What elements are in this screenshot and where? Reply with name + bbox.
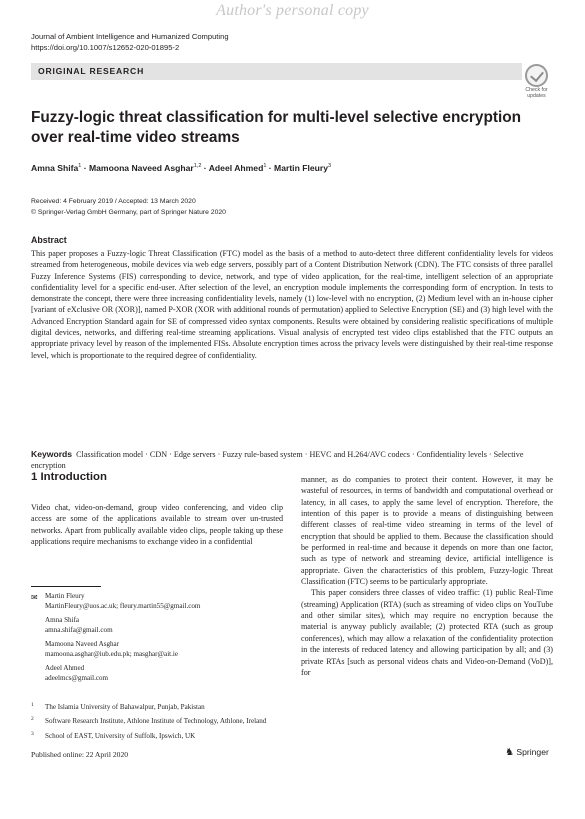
paragraph: This paper considers three classes of video traffic: (1) public Real-Time (streaming) Application (RTA) (such as streaming of video clips on YouTube and other similar sites), which may require no encryption because the material is anyway publicly available; (2) protected RTA (such as group conferences), which may allow a relaxation of the confidentiality protection in the interests of reduced latency and allowing participation by all; and (3) private RTAs [such as personal videos chats and Video-on-Demand (VoD)], for [301,588,553,677]
paper-title: Fuzzy-logic threat classification for multi-level selective encryption over real-time video streams [31,109,522,146]
checkmark-icon [525,64,548,87]
author-name: Mamoona Naveed Asghar [88,163,194,173]
publisher-name: Springer [516,747,549,757]
intro-left-text: Video chat, video-on-demand, group video conferencing, and video clip access are some of the applications available to stream over un-trusted networks. Apart from publically available video clips, people taking up these applications require mechanisms to exchange video in a confidential [31,503,283,547]
keywords-label: Keywords [31,449,73,459]
publisher-logo [505,747,549,758]
envelope-icon: ✉ [31,593,38,602]
keywords-list: Classification model · CDN · Edge servers · Fuzzy rule-based system · HEVC and H.264/AVC codecs · Confidentiality levels · Selective encryption [31,450,524,471]
author-name: Amna Shifa [31,163,79,173]
received-accepted: Received: 4 February 2019 / Accepted: 13 March 2020 [31,198,196,205]
author-contact: Mamoona Naveed Asghar mamoona.asghar@iub.edu.pk; masghar@ait.ie [31,640,283,659]
email-link[interactable]: MartinFleury@uos.ac.uk; fleury.martin55@gmail.com [45,601,201,610]
article-type-banner [31,63,522,80]
author-name: Martin Fleury [274,163,328,173]
affiliation-item: 3 School of EAST, University of Suffolk, Ipswich, UK [31,730,196,740]
author-contact: Adeel Ahmed adeelmcs@gmail.com [31,664,283,683]
check-updates-label: Check for updates [525,87,548,99]
keywords-block [31,449,553,472]
affiliations [31,703,283,746]
author-contact: Amna Shifa amna.shifa@gmail.com [31,616,283,635]
email-link[interactable]: amna.shifa@gmail.com [45,625,113,634]
section-heading: 1 Introduction [31,471,107,483]
journal-header [31,31,229,53]
email-link[interactable]: mamoona.asghar@iub.edu.pk; masghar@ait.ie [45,649,179,658]
article-type-label: ORIGINAL RESEARCH [38,66,145,76]
affiliation-item: 2 Software Research Institute, Athlone Institute of Technology, Athlone, Ireland [31,716,267,726]
published-date: Published online: 22 April 2020 [31,750,129,759]
watermark: Author's personal copy [216,2,369,19]
abstract-heading: Abstract [31,235,67,245]
paragraph: manner, as do companies to protect their content. However, it may be wasteful of resources, in terms of bandwidth and computational overhead or latency, in all cases, to apply the same level of encryption. Therefore, the intention of this paper is to provide a means of distinguishing between different classes of real-time video streaming in terms of the level of encryption that should be applied to them. Because the classification should be performed in real-time and because it depends on more than one factor, such as type of network and streaming device, artificial intelligence is appropriate. Given the characteristics of this problem, Fuzzy-logic Threat Classification (FTC) seems to be particularly appropriate. [301,475,553,587]
intro-right-text [301,474,553,678]
copyright-line: © Springer-Verlag GmbH Germany, part of Springer Nature 2020 [31,209,226,216]
corresponding-author: ✉ Martin Fleury MartinFleury@uos.ac.uk; fleury.martin55@gmail.com [31,592,283,611]
affiliation-item: 1 The Islamia University of Bahawalpur, Punjab, Pakistan [31,702,205,711]
footnote-rule [31,586,101,587]
dates-block [31,196,226,218]
check-for-updates-badge[interactable] [520,64,553,101]
springer-horse-icon: ♞ [505,747,514,758]
correspondence-block [31,592,283,688]
author-name: Adeel Ahmed [208,163,264,173]
author-list: Amna Shifa$^1$ · Mamoona Naveed Asghar$^{1,2}$ · Adeel Ahmed$^1$ · Martin Fleury$^3$ [31,163,332,173]
journal-name: Journal of Ambient Intelligence and Humanized Computing [31,32,229,41]
doi-link[interactable]: https://doi.org/10.1007/s12652-020-01895-2 [31,43,180,52]
abstract-text: This paper proposes a Fuzzy-logic Threat Classification (FTC) model as the basis of a method to auto-detect three different confidentiality levels for videos streamed from heterogeneous, mobile devices via web edge servers, possibly part of a Content Distribution Network (CDN). The FTC consists of three parallel Fuzzy Inference Systems (FIS) corresponding to device, network, and type of video application, for the real-time, intelligent selection of an appropriate confidentiality level for a specific end-user. After selection of the level, an encryption module implements the corresponding form of encryption. In tests to demonstrate the concept, there were three increasing confidentiality levels, namely (1) low-level with no encryption, (2) Medium level with an in-house cipher [variant of eXclusive OR (XOR)], named P-XOR (XOR with additional rounds of permutation) applied to Selective Encryption (SE) and (3) high level with the Advanced Encryption Standard again for SE of compressed video syntax components. Results were obtained by considering realistic specifications of multiple digital devices, networks, and differing real-time streaming applications. Visual analysis of encrypted test video clips established that the FTC outputs an appropriate privacy level by reason of the implemented FISs. Absolute encryption times across the privacy levels were distinguished by their real-time response level, which is proportionate to the required degree of confidentiality. [31,249,553,360]
email-link[interactable]: adeelmcs@gmail.com [45,673,109,682]
